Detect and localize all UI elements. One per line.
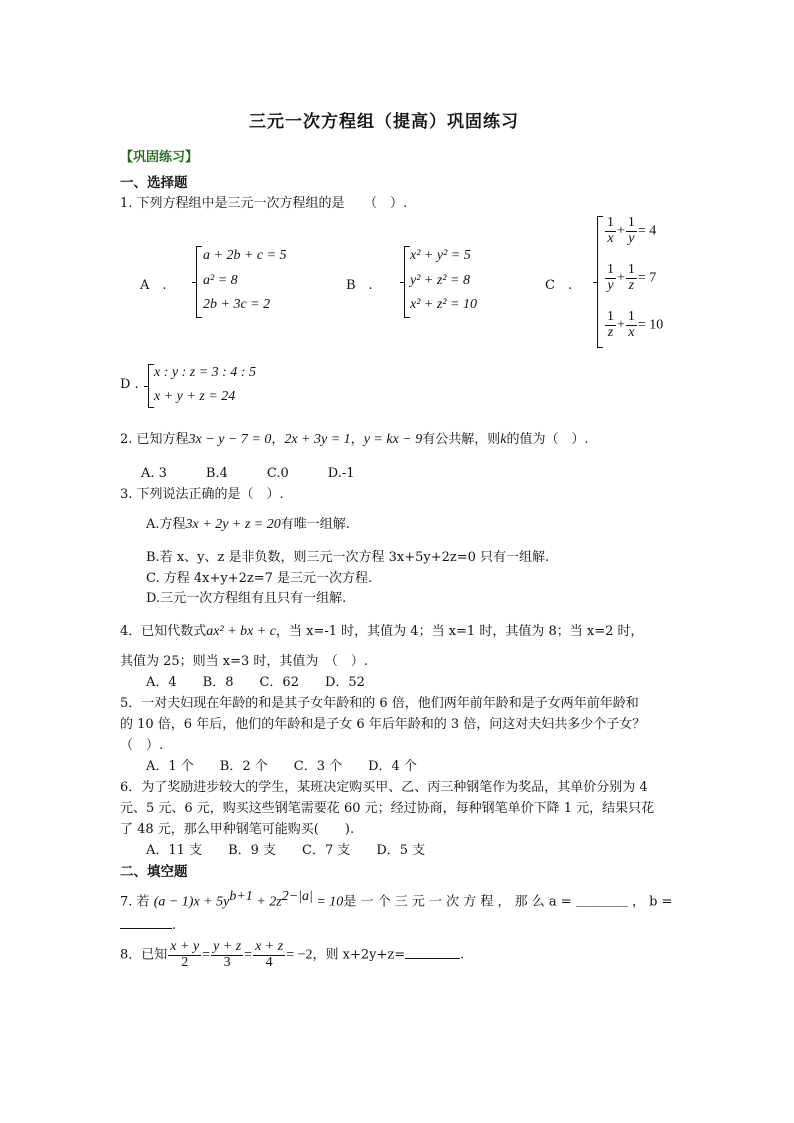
question-8: 8．已知 $\frac{x + y}{2}$ = $\frac{y + z}{3}$ = $\frac{x + z}{4}$ = −2，则 x+2y+z= . — [120, 939, 465, 970]
question-3-stem: 3. 下列说法正确的是（ ）. — [120, 487, 284, 502]
q1-option-a-brace — [196, 246, 197, 318]
question-4-line-2: 其值为 25；则当 x=3 时，其值为 （ ）. — [120, 654, 369, 669]
question-5-options: A．1 个 B．2 个 C．3 个 D．4 个 — [146, 759, 417, 774]
question-6-line-2: 元、5 元、6 元，购买这些钢笔需要花 60 元；经过协商，每种钢笔单价下降 1 元，结果只花 — [120, 801, 655, 816]
q1-option-d-eq1: x : y : z = 3 : 4 : 5 — [154, 365, 256, 380]
question-1-stem: 1. 下列方程组中是三元一次方程组的是 （ ）. — [120, 196, 408, 211]
question-3-option-d: D.三元一次方程组有且只有一组解. — [146, 591, 347, 606]
q1-option-c-eq3: $\frac{1}{z}$ + $\frac{1}{x}$ = 10 — [607, 309, 664, 340]
q1-option-b-eq1: x² + y² = 5 — [410, 248, 471, 263]
q1-option-b-eq2: y² + z² = 8 — [410, 273, 470, 288]
q1-option-d-eq2: x + y + z = 24 — [154, 389, 236, 404]
question-3-option-b: B.若 x、y、z 是非负数，则三元一次方程 3x+5y+2z=0 只有一组解. — [146, 550, 550, 565]
q1-option-c-eq1: $\frac{1}{x}$ + $\frac{1}{y}$ = 4 — [607, 215, 657, 246]
q1-option-b-label: B . — [346, 278, 373, 293]
q1-option-a-eq3: 2b + 3c = 2 — [203, 297, 271, 312]
question-5-line-1: 5．一对夫妇现在年龄的和是其子女年龄和的 6 倍，他们两年前年龄和是子女两年前年龄和 — [120, 696, 639, 711]
page-title: 三元一次方程组（提高）巩固练习 — [249, 112, 519, 132]
q1-option-d-label: D . — [120, 377, 139, 392]
section-tag: 【巩固练习】 — [120, 150, 199, 165]
q1-option-c-label: C . — [545, 278, 573, 293]
section-heading-fill: 二、填空题 — [120, 864, 188, 880]
q1-option-a-eq2: a² = 8 — [203, 273, 238, 288]
question-7-line-2: . — [120, 918, 176, 933]
question-5-line-3: （ ）. — [120, 738, 164, 753]
q1-option-a-eq1: a + 2b + c = 5 — [203, 248, 287, 263]
question-2-options: A. 3 B.4 C.0 D.-1 — [141, 466, 355, 481]
q1-option-c-eq2: $\frac{1}{y}$ + $\frac{1}{z}$ = 7 — [607, 262, 657, 293]
section-heading-choice: 一、选择题 — [120, 175, 188, 191]
q1-option-a-label: A . — [140, 278, 167, 293]
question-3-option-c: C. 方程 4x+y+2z=7 是三元一次方程. — [146, 571, 373, 586]
q1-option-d-brace — [148, 364, 149, 408]
question-7-line-1: 7. 若 $(a - 1)x + 5y^{b+1} + 2z^{2-|a|} = 10$是 一 个 三 元 一 次 方 程 ， 那 么 a = ＿＿＿＿ ， b = — [120, 889, 673, 910]
q1-option-b-eq3: x² + z² = 10 — [410, 297, 477, 312]
question-6-options: A．11 支 B．9 支 C．7 支 D．5 支 — [146, 843, 426, 858]
q1-option-b-brace — [404, 246, 405, 318]
q7-blank-b[interactable] — [120, 928, 172, 929]
question-4-options: A．4 B．8 C．62 D．52 — [146, 675, 365, 690]
q8-answer-blank[interactable] — [405, 958, 460, 959]
question-4-line-1: 4．已知代数式ax² + bx + c，当 x=-1 时，其值为 4；当 x=1 时，其值为 8；当 x=2 时， — [120, 624, 644, 639]
question-6-line-1: 6．为了奖励进步较大的学生，某班决定购买甲、乙、丙三种钢笔作为奖品，其单价分别为 4 — [120, 780, 648, 795]
question-6-line-3: 了 48 元，那么甲种钢笔可能购买( ). — [120, 822, 355, 837]
q1-option-c-brace — [597, 216, 598, 348]
question-3-option-a: A.方程3x + 2y + z = 20有唯一组解. — [146, 517, 350, 532]
question-5-line-2: 的 10 倍，6 年后，他们的年龄和是子女 6 年后年龄和的 3 倍，问这对夫妇共多少个子女？ — [120, 717, 646, 732]
question-2-stem: 2. 已知方程3x − y − 7 = 0，2x + 3y = 1，y = kx − 9有公共解，则k的值为（ ）. — [120, 432, 589, 447]
